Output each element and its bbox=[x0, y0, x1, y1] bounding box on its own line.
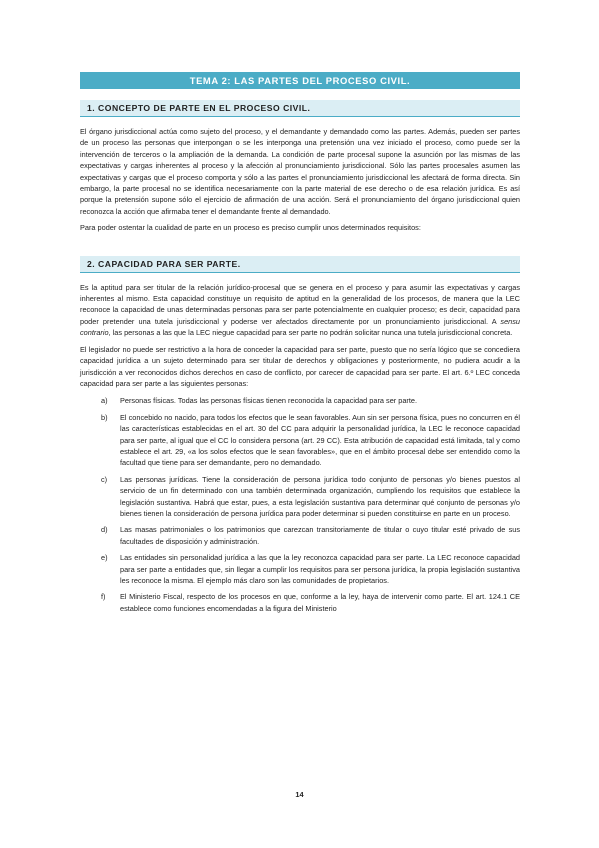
page-content bbox=[80, 72, 520, 619]
list-item-text: Las entidades sin personalidad jurídica a las que la ley reconozca capacidad para ser parte. La LEC reconoce capacidad para ser parte a entidades que, sin llegar a cumplir los requisitos para ser persona jurídica, la propia legislación sustantiva les reconoce la misma. El ejemplo más claro son las comunidades de propietarios. bbox=[120, 553, 520, 585]
list-item-text: Las personas jurídicas. Tiene la consideración de persona jurídica todo conjunto de personas y/o bienes puestos al servicio de un fin determinado con una también determinada organización, cumpliendo los requisitos que establece la legislación sustantiva. Habrá que estar, pues, a esta legislación sustantiva para determinar qué conjunto de personas y/o bienes tienen la consideración de persona jurídica para poder determinar si pueden constituirse en parte en un proceso. bbox=[120, 474, 520, 518]
section-2-heading: 2. CAPACIDAD PARA SER PARTE. bbox=[80, 256, 520, 273]
document-title: TEMA 2: LAS PARTES DEL PROCESO CIVIL. bbox=[80, 72, 520, 89]
paragraph-text: , las personas a las que la LEC niegue capacidad para ser parte no podrán solicitar nunca una tutela jurisdiccional concreta. bbox=[108, 328, 513, 338]
list-item bbox=[80, 474, 520, 520]
list-item bbox=[80, 412, 520, 469]
list-marker: e) bbox=[101, 553, 108, 563]
paragraph: El órgano jurisdiccional actúa como sujeto del proceso, y el demandante y demandado como las partes. Además, pueden ser partes de un proceso las personas que interpongan o se les interponga una pretensión una vez iniciado el proceso, como puede ser la intervención de terceros o la ampliación de la demanda. La condición de parte procesal supone la asunción por las mismas de las expectativas y cargas inherentes al proceso y la afección al pronunciamiento jurisdiccional. Sólo las partes procesales asumen las expectativas y cargas que el proceso comporta y sólo a las partes el pronunciamiento jurisdiccional les afectará de forma directa. Sin embargo, la parte procesal no se identifica necesariamente con la parte material de ese derecho o de esa relación jurídica. Es así porque la pretensión supone sólo el ejercicio de afirmación de una acción. Será el pronunciamiento del órgano jurisdiccional quien reconozca la acción que afirmaba tener el demandante frente al demandado. bbox=[80, 127, 520, 216]
list-item-text: Las masas patrimoniales o los patrimonios que carezcan transitoriamente de titular o cuyo titular esté privado de sus facultades de disposición y administración. bbox=[120, 525, 520, 546]
list-item bbox=[80, 591, 520, 614]
paragraph-text: Es la aptitud para ser titular de la relación jurídico-procesal que se genera en el proceso y para asumir las expectativas y cargas inherentes al mismo. Esta capacidad constituye un requisito de aptitud en la generalidad de los procesos, de manera que la LEC reconoce la capacidad de unas determinadas personas para ser parte potencialmente en cualquier proceso; es decir, capacidad para poder pretender una tutela jurisdiccional y poderse ver afectados directamente por un pronunciamiento jurisdiccional. A bbox=[80, 282, 520, 326]
party-list bbox=[80, 395, 520, 614]
list-item bbox=[80, 552, 520, 586]
section-1-body bbox=[80, 126, 520, 234]
paragraph: Para poder ostentar la cualidad de parte en un proceso es preciso cumplir unos determinados requisitos: bbox=[80, 223, 421, 233]
section-1-heading: 1. CONCEPTO DE PARTE EN EL PROCESO CIVIL. bbox=[80, 100, 520, 117]
list-item bbox=[80, 395, 520, 406]
list-marker: f) bbox=[101, 592, 106, 602]
list-item-text: El Ministerio Fiscal, respecto de los procesos en que, conforme a la ley, haya de intervenir como parte. El art. 124.1 CE establece como funciones encomendadas a la figura del Ministerio bbox=[120, 592, 520, 613]
list-marker: c) bbox=[101, 474, 108, 484]
list-marker: d) bbox=[101, 525, 108, 535]
page-number: 14 bbox=[295, 790, 304, 799]
list-item bbox=[80, 524, 520, 547]
paragraph bbox=[80, 282, 520, 339]
list-item-text: El concebido no nacido, para todos los efectos que le sean favorables. Aun sin ser persona física, pues no concurren en él las características establecidas en el art. 30 del CC para adquirir la personalidad jurídica, la LEC le reconoce capacidad para ser parte, al igual que el CC lo considera persona (art. 29 CC). Esta atribución de capacidad está limitada, tal y como establece el art. 29, «a los solos efectos que le sean favorables», que en el ámbito procesal debe ser entendido como la facultad que tiene para ser demandante, pero no demandado. bbox=[120, 412, 520, 468]
list-marker: a) bbox=[101, 396, 108, 406]
list-item-text: Personas físicas. Todas las personas físicas tienen reconocida la capacidad para ser parte. bbox=[120, 396, 418, 406]
latin-phrase: sensu contrario bbox=[80, 316, 520, 338]
paragraph: El legislador no puede ser restrictivo a la hora de conceder la capacidad para ser parte, puesto que no sería lógico que se concediera capacidad jurídica a un sujeto determinado para ser titular de derechos y obligaciones y posteriormente, no pudiera acudir a la jurisdicción a ver reconocidos dichos derechos en caso de conflicto, por carecer de capacidad para ser parte. El art. 6.º LEC conceda capacidad para ser parte a las siguientes personas: bbox=[80, 344, 520, 388]
list-marker: b) bbox=[101, 412, 108, 422]
section-2-body bbox=[80, 282, 520, 615]
